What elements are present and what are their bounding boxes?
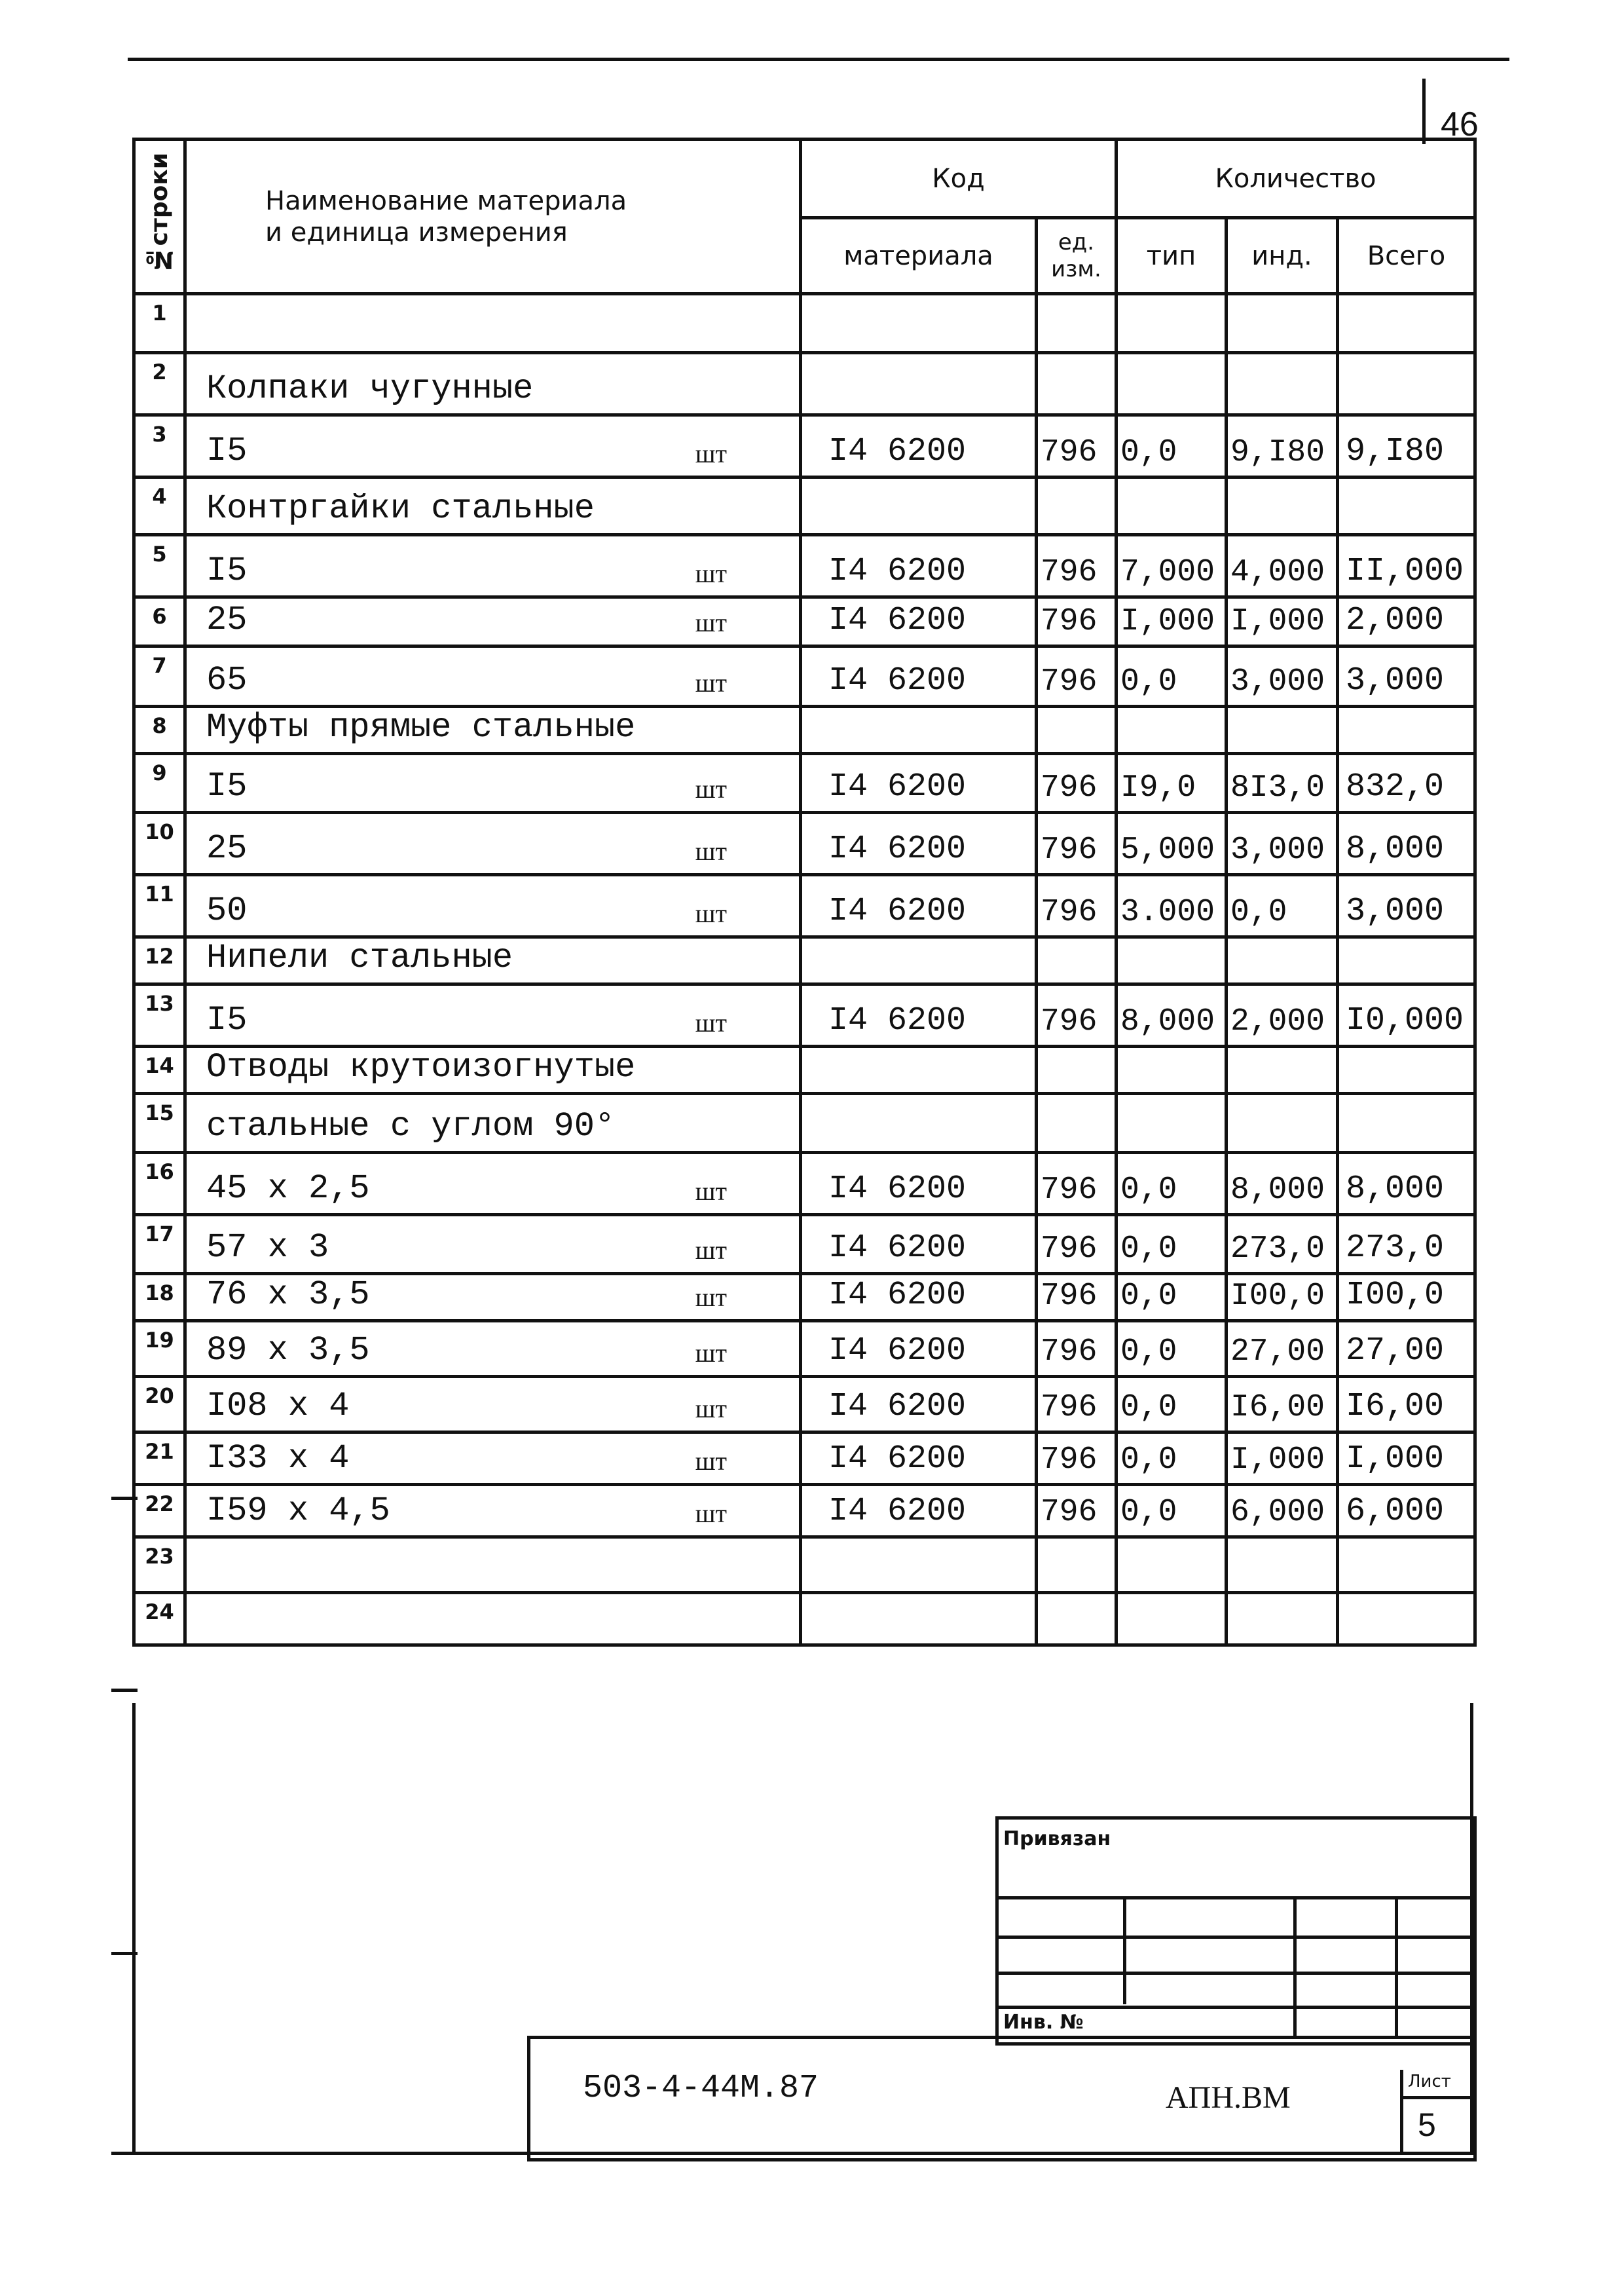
binding-col-3 xyxy=(1395,1896,1398,2039)
material-name: Отводы крутоизогнутые xyxy=(206,1048,636,1087)
material-code: I4 6200 xyxy=(801,754,1037,813)
qty-typ xyxy=(1116,1537,1227,1593)
header-name: Наименование материала и единица измерения xyxy=(185,140,801,294)
header-code-material: материала xyxy=(801,218,1037,294)
binding-col-1 xyxy=(1123,1896,1126,2004)
qty-total: I0,000 xyxy=(1338,984,1475,1047)
binding-line-2 xyxy=(995,1936,1473,1939)
material-code xyxy=(801,1094,1037,1153)
frame-tick-2 xyxy=(111,1497,138,1500)
binding-col-2 xyxy=(1293,1896,1297,2039)
row-number: 21 xyxy=(134,1432,185,1485)
unit-code xyxy=(1037,1593,1116,1645)
top-frame-line xyxy=(128,58,1509,61)
header-code-group: Код xyxy=(801,140,1116,218)
table-body xyxy=(134,294,1475,1645)
material-code: I4 6200 xyxy=(801,535,1037,597)
qty-total xyxy=(1338,353,1475,415)
unit-code: 796 xyxy=(1037,1432,1116,1485)
unit-of-measure: шт xyxy=(695,608,727,637)
table-row xyxy=(134,535,1475,597)
unit-code xyxy=(1037,477,1116,535)
material-name-cell xyxy=(185,1047,801,1094)
qty-ind: I,000 xyxy=(1227,597,1338,646)
qty-total: 27,00 xyxy=(1338,1321,1475,1377)
material-code xyxy=(801,477,1037,535)
table-row xyxy=(134,707,1475,754)
material-name-cell xyxy=(185,1094,801,1153)
row-number: 24 xyxy=(134,1593,185,1645)
qty-ind: I6,00 xyxy=(1227,1377,1338,1432)
qty-typ xyxy=(1116,294,1227,353)
row-number: 20 xyxy=(134,1377,185,1432)
row-number: 14 xyxy=(134,1047,185,1094)
row-number: 11 xyxy=(134,875,185,937)
material-name: Нипели стальные xyxy=(206,939,513,977)
material-name-cell xyxy=(185,984,801,1047)
material-code xyxy=(801,707,1037,754)
qty-ind xyxy=(1227,477,1338,535)
unit-code: 796 xyxy=(1037,875,1116,937)
material-code xyxy=(801,1593,1037,1645)
material-name-cell xyxy=(185,646,801,707)
material-code: I4 6200 xyxy=(801,984,1037,1047)
material-name-cell xyxy=(185,477,801,535)
row-number: 7 xyxy=(134,646,185,707)
material-name: I59 х 4,5 xyxy=(206,1491,390,1530)
qty-total xyxy=(1338,1094,1475,1153)
material-name: Колпаки чугунные xyxy=(206,369,534,408)
table-row xyxy=(134,1321,1475,1377)
material-name-cell xyxy=(185,937,801,984)
header-qty-total: Всего xyxy=(1338,218,1475,294)
row-number: 13 xyxy=(134,984,185,1047)
qty-typ: 0,0 xyxy=(1116,1377,1227,1432)
unit-code: 796 xyxy=(1037,1377,1116,1432)
qty-ind: I,000 xyxy=(1227,1432,1338,1485)
qty-ind: 8,000 xyxy=(1227,1153,1338,1215)
qty-ind: 27,00 xyxy=(1227,1321,1338,1377)
qty-total: 8,000 xyxy=(1338,1153,1475,1215)
material-code: I4 6200 xyxy=(801,1432,1037,1485)
material-name: 25 xyxy=(206,601,248,639)
qty-ind xyxy=(1227,937,1338,984)
row-number: 15 xyxy=(134,1094,185,1153)
qty-typ xyxy=(1116,937,1227,984)
unit-code: 796 xyxy=(1037,1274,1116,1321)
unit-code: 796 xyxy=(1037,754,1116,813)
table-row xyxy=(134,754,1475,813)
qty-ind: 9,I80 xyxy=(1227,415,1338,477)
row-number: 12 xyxy=(134,937,185,984)
sheet-number: 5 xyxy=(1418,2106,1436,2143)
unit-code xyxy=(1037,294,1116,353)
row-number: 22 xyxy=(134,1485,185,1537)
material-code: I4 6200 xyxy=(801,875,1037,937)
qty-ind: 6,000 xyxy=(1227,1485,1338,1537)
qty-typ xyxy=(1116,707,1227,754)
qty-typ: 5,000 xyxy=(1116,813,1227,875)
unit-of-measure: шт xyxy=(695,668,727,698)
table-row xyxy=(134,415,1475,477)
material-code: I4 6200 xyxy=(801,597,1037,646)
unit-code: 796 xyxy=(1037,1215,1116,1274)
table-row xyxy=(134,353,1475,415)
unit-code: 796 xyxy=(1037,813,1116,875)
unit-code: 796 xyxy=(1037,1153,1116,1215)
qty-total: 3,000 xyxy=(1338,646,1475,707)
table-row xyxy=(134,984,1475,1047)
unit-code xyxy=(1037,1537,1116,1593)
material-name-cell xyxy=(185,1377,801,1432)
qty-ind: 2,000 xyxy=(1227,984,1338,1047)
qty-typ xyxy=(1116,1094,1227,1153)
qty-ind: 8I3,0 xyxy=(1227,754,1338,813)
unit-code: 796 xyxy=(1037,415,1116,477)
table-row xyxy=(134,1593,1475,1645)
unit-of-measure: шт xyxy=(695,899,727,928)
row-number: 6 xyxy=(134,597,185,646)
binding-line-4 xyxy=(995,2006,1473,2009)
qty-ind: 0,0 xyxy=(1227,875,1338,937)
material-name: 76 х 3,5 xyxy=(206,1275,370,1314)
material-name-cell xyxy=(185,597,801,646)
material-code xyxy=(801,1537,1037,1593)
material-code xyxy=(801,294,1037,353)
table-row xyxy=(134,1094,1475,1153)
material-name-cell xyxy=(185,1274,801,1321)
table-row xyxy=(134,646,1475,707)
unit-code xyxy=(1037,353,1116,415)
qty-total: II,000 xyxy=(1338,535,1475,597)
material-name-cell xyxy=(185,1485,801,1537)
row-number: 16 xyxy=(134,1153,185,1215)
qty-typ: I,000 xyxy=(1116,597,1227,646)
unit-of-measure: шт xyxy=(695,1394,727,1423)
table-row xyxy=(134,1432,1475,1485)
qty-total xyxy=(1338,707,1475,754)
header-qty-group: Количество xyxy=(1116,140,1475,218)
table-row xyxy=(134,875,1475,937)
table-row xyxy=(134,1153,1475,1215)
qty-ind xyxy=(1227,1094,1338,1153)
qty-ind: 3,000 xyxy=(1227,813,1338,875)
qty-total xyxy=(1338,937,1475,984)
unit-of-measure: шт xyxy=(695,1499,727,1528)
qty-ind xyxy=(1227,1537,1338,1593)
qty-total: I00,0 xyxy=(1338,1274,1475,1321)
table-row xyxy=(134,1274,1475,1321)
unit-code: 796 xyxy=(1037,984,1116,1047)
row-number: 3 xyxy=(134,415,185,477)
page-number-divider xyxy=(1422,79,1426,144)
material-code: I4 6200 xyxy=(801,813,1037,875)
unit-of-measure: шт xyxy=(695,439,727,468)
qty-total: 6,000 xyxy=(1338,1485,1475,1537)
header-qty-ind: инд. xyxy=(1227,218,1338,294)
material-name-cell xyxy=(185,1321,801,1377)
unit-code: 796 xyxy=(1037,597,1116,646)
material-name: I5 xyxy=(206,552,248,590)
table-row xyxy=(134,477,1475,535)
qty-ind xyxy=(1227,1047,1338,1094)
qty-ind xyxy=(1227,353,1338,415)
qty-typ: 0,0 xyxy=(1116,1153,1227,1215)
material-name-cell xyxy=(185,707,801,754)
table-row xyxy=(134,294,1475,353)
qty-typ: 7,000 xyxy=(1116,535,1227,597)
row-number: 8 xyxy=(134,707,185,754)
row-number: 1 xyxy=(134,294,185,353)
row-number: 17 xyxy=(134,1215,185,1274)
qty-typ xyxy=(1116,1593,1227,1645)
document-number: 503-4-44М.87 xyxy=(583,2070,819,2107)
table-row xyxy=(134,813,1475,875)
qty-total xyxy=(1338,477,1475,535)
qty-typ: 0,0 xyxy=(1116,1485,1227,1537)
material-name: 45 х 2,5 xyxy=(206,1169,370,1208)
unit-of-measure: шт xyxy=(695,1235,727,1265)
qty-total: 2,000 xyxy=(1338,597,1475,646)
material-code xyxy=(801,937,1037,984)
binding-line-1 xyxy=(995,1896,1473,1899)
material-name-cell xyxy=(185,875,801,937)
material-name-cell xyxy=(185,1215,801,1274)
qty-total: 3,000 xyxy=(1338,875,1475,937)
row-number: 18 xyxy=(134,1274,185,1321)
qty-total: 273,0 xyxy=(1338,1215,1475,1274)
inventory-label: Инв. № xyxy=(1003,2011,1084,2034)
material-code: I4 6200 xyxy=(801,1153,1037,1215)
frame-tick-3 xyxy=(111,1952,138,1955)
binding-line-3 xyxy=(995,1972,1473,1975)
material-name: I5 xyxy=(206,1001,248,1039)
table-row xyxy=(134,937,1475,984)
material-code: I4 6200 xyxy=(801,1274,1037,1321)
sheet-code: АПН.ВМ xyxy=(1166,2080,1291,2115)
material-name-cell xyxy=(185,813,801,875)
qty-typ: 8,000 xyxy=(1116,984,1227,1047)
qty-total: 9,I80 xyxy=(1338,415,1475,477)
unit-of-measure: шт xyxy=(695,1338,727,1368)
table-row xyxy=(134,1215,1475,1274)
material-name-cell xyxy=(185,1537,801,1593)
row-number: 4 xyxy=(134,477,185,535)
material-name-cell xyxy=(185,415,801,477)
unit-code xyxy=(1037,1094,1116,1153)
qty-ind: I00,0 xyxy=(1227,1274,1338,1321)
row-number: 9 xyxy=(134,754,185,813)
unit-of-measure: шт xyxy=(695,559,727,588)
header-rownum: №строки xyxy=(134,140,185,294)
qty-typ: 0,0 xyxy=(1116,1215,1227,1274)
row-number: 19 xyxy=(134,1321,185,1377)
unit-code: 796 xyxy=(1037,535,1116,597)
material-name-cell xyxy=(185,754,801,813)
table-row xyxy=(134,1047,1475,1094)
material-code: I4 6200 xyxy=(801,415,1037,477)
unit-of-measure: шт xyxy=(695,836,727,866)
row-number: 2 xyxy=(134,353,185,415)
header-code-unit: ед. изм. xyxy=(1037,218,1116,294)
material-name: 50 xyxy=(206,891,248,930)
material-name: I33 х 4 xyxy=(206,1439,350,1478)
qty-typ: 0,0 xyxy=(1116,1432,1227,1485)
material-name-cell xyxy=(185,1593,801,1645)
material-name-cell xyxy=(185,353,801,415)
qty-total: I6,00 xyxy=(1338,1377,1475,1432)
unit-of-measure: шт xyxy=(695,1008,727,1038)
qty-ind xyxy=(1227,1593,1338,1645)
qty-ind xyxy=(1227,294,1338,353)
qty-typ: 0,0 xyxy=(1116,1321,1227,1377)
qty-total xyxy=(1338,294,1475,353)
material-name: стальные с углом 90° xyxy=(206,1107,616,1146)
frame-tick-1 xyxy=(111,1689,138,1692)
material-name: 57 х 3 xyxy=(206,1228,329,1267)
qty-total: I,000 xyxy=(1338,1432,1475,1485)
material-code: I4 6200 xyxy=(801,646,1037,707)
unit-code xyxy=(1037,707,1116,754)
material-code xyxy=(801,353,1037,415)
material-name-cell xyxy=(185,1432,801,1485)
qty-typ xyxy=(1116,353,1227,415)
unit-of-measure: шт xyxy=(695,774,727,804)
material-code: I4 6200 xyxy=(801,1215,1037,1274)
material-code: I4 6200 xyxy=(801,1321,1037,1377)
material-name-cell xyxy=(185,535,801,597)
frame-left-lower xyxy=(132,1703,136,2155)
material-name-cell xyxy=(185,294,801,353)
material-name: Контргайки стальные xyxy=(206,489,595,528)
qty-typ: I9,0 xyxy=(1116,754,1227,813)
table-row xyxy=(134,1377,1475,1432)
row-number: 10 xyxy=(134,813,185,875)
unit-of-measure: шт xyxy=(695,1282,727,1312)
row-number: 5 xyxy=(134,535,185,597)
material-name-cell xyxy=(185,1153,801,1215)
binding-label: Привязан xyxy=(1003,1827,1111,1850)
sheet-cell-line xyxy=(1400,2096,1473,2099)
qty-typ: 0,0 xyxy=(1116,646,1227,707)
material-name: I5 xyxy=(206,432,248,470)
qty-ind: 4,000 xyxy=(1227,535,1338,597)
material-code: I4 6200 xyxy=(801,1377,1037,1432)
qty-total: 832,0 xyxy=(1338,754,1475,813)
unit-code: 796 xyxy=(1037,1321,1116,1377)
header-qty-typ: тип xyxy=(1116,218,1227,294)
sheet-label: Лист xyxy=(1408,2072,1451,2091)
qty-typ: 0,0 xyxy=(1116,1274,1227,1321)
material-name: I08 х 4 xyxy=(206,1387,350,1425)
qty-typ xyxy=(1116,477,1227,535)
qty-ind: 3,000 xyxy=(1227,646,1338,707)
qty-ind: 273,0 xyxy=(1227,1215,1338,1274)
unit-of-measure: шт xyxy=(695,1446,727,1476)
material-code xyxy=(801,1047,1037,1094)
unit-code xyxy=(1037,937,1116,984)
qty-total xyxy=(1338,1537,1475,1593)
unit-code: 796 xyxy=(1037,1485,1116,1537)
material-name: I5 xyxy=(206,767,248,806)
qty-total xyxy=(1338,1047,1475,1094)
materials-table xyxy=(132,138,1477,1647)
qty-typ: 0,0 xyxy=(1116,415,1227,477)
qty-total xyxy=(1338,1593,1475,1645)
material-name: Муфты прямые стальные xyxy=(206,708,636,747)
unit-code xyxy=(1037,1047,1116,1094)
material-name: 65 xyxy=(206,661,248,700)
table-row xyxy=(134,1485,1475,1537)
row-number: 23 xyxy=(134,1537,185,1593)
material-name: 89 х 3,5 xyxy=(206,1331,370,1370)
qty-typ: 3.000 xyxy=(1116,875,1227,937)
material-code: I4 6200 xyxy=(801,1485,1037,1537)
sheet-cell-divider xyxy=(1400,2070,1403,2155)
qty-total: 8,000 xyxy=(1338,813,1475,875)
unit-code: 796 xyxy=(1037,646,1116,707)
material-name: 25 xyxy=(206,829,248,868)
qty-ind xyxy=(1227,707,1338,754)
unit-of-measure: шт xyxy=(695,1176,727,1206)
table-row xyxy=(134,1537,1475,1593)
page-number: 46 xyxy=(1441,105,1479,143)
table-row xyxy=(134,597,1475,646)
qty-typ xyxy=(1116,1047,1227,1094)
